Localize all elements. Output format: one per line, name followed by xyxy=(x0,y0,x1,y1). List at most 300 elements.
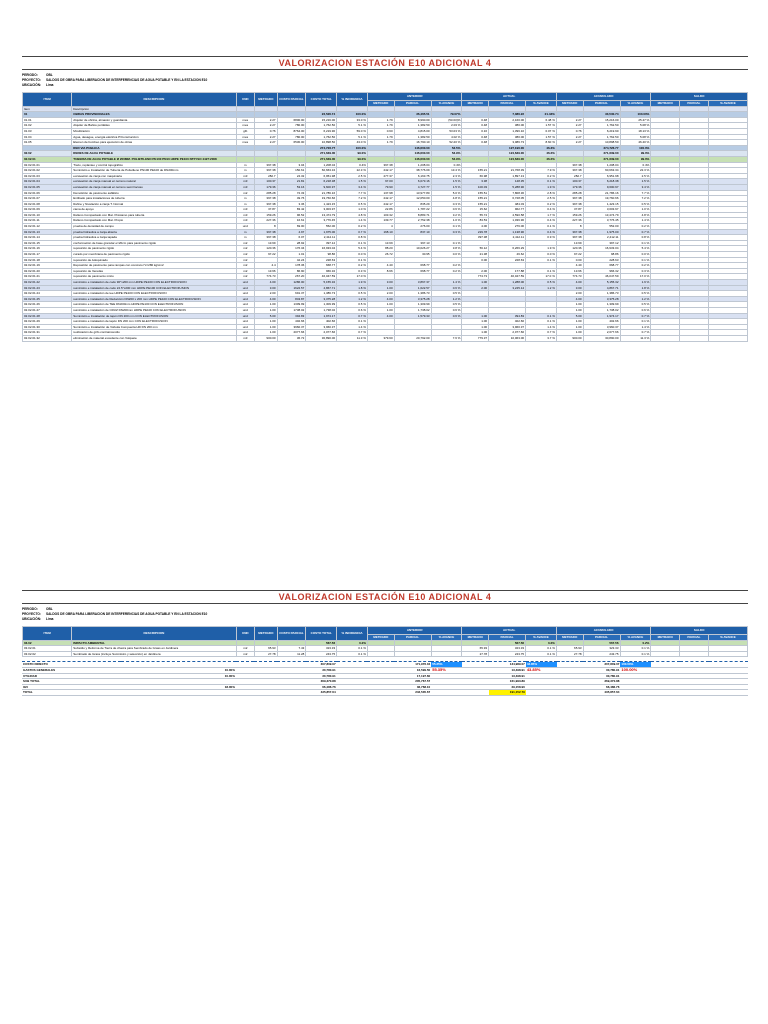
table-cell: 10,898.50 xyxy=(306,140,337,146)
table-cell: 4 xyxy=(367,224,394,230)
table-cell: 1.79 xyxy=(367,123,394,129)
table-row xyxy=(23,335,748,341)
table-cell: 1.5 % xyxy=(431,179,462,185)
total-anterior: 16,599.50 xyxy=(394,667,431,673)
table-cell: excavación de zanja con maquinaria xyxy=(72,173,236,179)
table-cell: 79.07% xyxy=(431,112,462,118)
table-cell: 2,077.66 xyxy=(489,330,526,336)
table-cell: m xyxy=(236,196,254,202)
table-cell: 397.38 xyxy=(556,235,583,241)
table-cell: 4.00 xyxy=(367,296,394,302)
total-acumulado: 307,809.07 xyxy=(583,662,620,668)
sub-avance: % AVANCE xyxy=(526,101,557,107)
table-cell: 1738.02 xyxy=(277,307,306,313)
table-cell: 01.02 xyxy=(23,123,72,129)
table-row xyxy=(23,651,748,657)
table-cell: 0.1 % xyxy=(337,319,368,325)
table-cell: 6,218.38 xyxy=(583,179,620,185)
table-cell: 176.34 xyxy=(277,246,306,252)
table-cell: 3,867.37 xyxy=(394,280,431,286)
table-cell: 66.98 xyxy=(462,173,489,179)
table-cell: 13,977.80 xyxy=(394,190,431,196)
table-cell: und xyxy=(236,313,254,319)
table-cell: 0.48 xyxy=(462,140,489,146)
table-cell: 0.0 % xyxy=(431,252,462,258)
sheet-title: VALORIZACION ESTACIÓN E10 ADICIONAL 4 xyxy=(22,56,748,70)
total-anterior: 242,535.67 xyxy=(394,690,431,696)
table-cell: 0.4% xyxy=(431,162,462,168)
table-cell: 323.33 xyxy=(489,646,526,652)
table-cell: 02.02 xyxy=(23,151,72,157)
table-cell: 0.7 % xyxy=(337,229,368,235)
table-cell: 0.1 % xyxy=(337,651,368,657)
table-cell: reubicación de grifo contraincendio xyxy=(72,330,236,336)
table-cell: 1286.00 xyxy=(277,280,306,286)
table-cell: 02.02.01.05 xyxy=(23,184,72,190)
table-cell: 02.02.01.14 xyxy=(23,235,72,241)
empty-cell xyxy=(367,690,394,696)
table-cell: 397.38 xyxy=(255,162,278,168)
table-cell: 155.21 xyxy=(462,201,489,207)
table-cell: 3.4 % xyxy=(620,184,651,190)
empty-cell xyxy=(254,690,277,696)
sub-metrado: METRADO xyxy=(462,101,489,107)
valorization-table xyxy=(22,92,748,342)
table-cell: 6.07 xyxy=(277,235,306,241)
table-cell: 227.36 xyxy=(556,218,583,224)
table-cell: 4.00 xyxy=(255,296,278,302)
table-cell: 79.90 xyxy=(367,184,394,190)
total-percent: 10.00% xyxy=(121,673,236,679)
table-cell: 10,026.27 xyxy=(394,246,431,252)
table-cell: 2.00 xyxy=(367,291,394,297)
table-cell: 1,208.04 xyxy=(394,162,431,168)
table-cell: 0.3 % xyxy=(431,201,462,207)
table-cell: 83.42 xyxy=(277,207,306,213)
table-cell: 4.00 xyxy=(255,280,278,286)
group-saldo: SALDO xyxy=(651,93,748,101)
table-cell: 46.40 % xyxy=(620,140,651,146)
table-cell: 2.27 xyxy=(255,140,278,146)
table-cell: REDES DE AGUA POTABLE xyxy=(72,151,236,157)
table-cell: 1.5 % xyxy=(337,179,368,185)
table-cell: 01.01 xyxy=(23,117,72,123)
table-cell: 83.53 xyxy=(462,218,489,224)
table-cell: excavación de zanja manual en terreno semirrocoso xyxy=(72,184,236,190)
table-cell: 8764.00 xyxy=(277,128,306,134)
table-cell: 01.03 xyxy=(23,128,72,134)
table-cell: 02.02.01.01 xyxy=(23,162,72,168)
table-cell: 177.88 xyxy=(489,268,526,274)
table-cell: und xyxy=(236,330,254,336)
table-cell: 402.66 xyxy=(489,319,526,325)
table-cell: 7,808.36 xyxy=(489,190,526,196)
sub-parcial: PARCIAL xyxy=(583,101,620,107)
table-cell: 0.1 % xyxy=(431,224,462,230)
table-cell: 3,245.14 xyxy=(489,285,526,291)
table-cell: 53.03 % xyxy=(431,128,462,134)
table-cell: 11.28 xyxy=(277,651,306,657)
table-cell: 4.00 xyxy=(367,313,394,319)
table-cell: 2.5 % xyxy=(620,173,651,179)
col-metrado: METRADO xyxy=(255,627,278,641)
table-cell: 3,086.73 xyxy=(489,140,526,146)
table-cell: suministro e instalación de tapón DN 200 mm CON ELECTROFUSION xyxy=(72,319,236,325)
total-costo: 307,809.07 xyxy=(306,662,337,668)
table-cell: 4,815.00 xyxy=(394,128,431,134)
table-cell: 0.7 % xyxy=(620,229,651,235)
table-cell: 1.2 % xyxy=(337,296,368,302)
table-cell: 13.69 xyxy=(255,240,278,246)
table-cell: 16,933.04 xyxy=(306,246,337,252)
table-cell: m2 xyxy=(236,646,254,652)
empty-cell xyxy=(337,690,368,696)
table-cell: 60,663.34 xyxy=(306,168,337,174)
table-cell: suministro e instalación de tee HDPE PE100 CON ELECTROFUSION xyxy=(72,291,236,297)
table-cell: 26.72 xyxy=(367,252,394,258)
table-cell: 228.63 xyxy=(306,257,337,263)
table-cell: 120.36 xyxy=(255,246,278,252)
table-cell: 2.00 xyxy=(255,291,278,297)
table-cell: 99.0% xyxy=(620,156,651,162)
table-cell: 6,218.38 xyxy=(306,179,337,185)
total-label: IGV xyxy=(22,684,121,690)
table-cell: 0.1 % xyxy=(620,646,651,652)
table-cell: 0.6 % xyxy=(431,207,462,213)
table-cell: 1.9 % xyxy=(337,280,368,286)
table-cell: 8.66 xyxy=(367,268,394,274)
table-cell: 86.90 xyxy=(277,268,306,274)
table-cell: 1.4 % xyxy=(431,280,462,286)
table-cell: 274,726.77 xyxy=(306,145,337,151)
table-cell: m xyxy=(236,235,254,241)
table-cell: 397.38 xyxy=(255,235,278,241)
table-cell: 02.02.01.06 xyxy=(23,190,72,196)
table-cell: 2.3 % xyxy=(431,173,462,179)
table-cell: 7.6 % xyxy=(431,335,462,341)
table-cell: 0.7 % xyxy=(620,330,651,336)
col-incidencia: % INCIDENCIA xyxy=(337,93,368,107)
table-cell: 13.69 xyxy=(367,240,394,246)
col-costo-total: COSTO TOTAL xyxy=(306,93,337,107)
table-cell: 271,639.00 xyxy=(583,151,620,157)
table-cell: 1.00 xyxy=(462,280,489,286)
table-cell: 69.00 xyxy=(277,224,306,230)
table-cell xyxy=(431,651,462,657)
meta-value: OBL xyxy=(46,607,53,611)
table-cell: Item xyxy=(23,106,72,112)
table-cell: reposición de pavimento mixto xyxy=(72,274,236,280)
table-cell: 1.7 % xyxy=(526,212,557,218)
col-metrado: METRADO xyxy=(255,93,278,107)
total-label: COSTO DIRECTO xyxy=(22,662,121,668)
table-cell: m xyxy=(236,201,254,207)
table-cell xyxy=(651,335,680,341)
table-cell: 1,738.02 xyxy=(583,307,620,313)
sub-parcial: PARCIAL xyxy=(394,635,431,641)
table-cell: 1.0 % xyxy=(620,207,651,213)
table-cell: 0.4 % xyxy=(526,218,557,224)
table-cell: m3 xyxy=(236,335,254,341)
table-cell: 2.03 % xyxy=(431,123,462,129)
table-cell: 1,423.15 xyxy=(583,201,620,207)
table-cell: 6,266.29 xyxy=(489,246,526,252)
table-cell: Alquiler de Baños portátiles xyxy=(72,123,236,129)
table-cell: 4,727.77 xyxy=(394,184,431,190)
table-cell: m3 xyxy=(236,207,254,213)
table-cell: 100.03 xyxy=(462,184,489,190)
table-cell: 1.00 xyxy=(462,330,489,336)
table-cell: 12,050.00 xyxy=(394,196,431,202)
total-costo: 30,780.91 xyxy=(306,673,337,679)
table-cell: excavación de zanja manual en terreno natural xyxy=(72,179,236,185)
table-cell: 01 xyxy=(23,112,72,118)
table-cell: 962.77 xyxy=(489,207,526,213)
table-cell: 2.00 xyxy=(556,291,583,297)
table-cell: 18.13 % xyxy=(620,128,651,134)
table-cell: 46,047.59 xyxy=(489,274,526,280)
table-cell: 16,933.04 xyxy=(583,246,620,252)
table-cell: 25.47 % xyxy=(620,117,651,123)
table-cell: 1.00 xyxy=(367,285,394,291)
table-cell: 0.5 % xyxy=(431,302,462,308)
table-cell: 01.04 xyxy=(23,134,72,140)
meta-value: SALDOS DE OBRA PARA LIBERACION DE INTERFERENCIAS DE AGUA POTABLE Y EN LA ESTACION E10 xyxy=(46,78,208,82)
table-cell: 6,219.90 xyxy=(583,128,620,134)
table-cell: 30,890.00 xyxy=(306,335,337,341)
table-cell: 146,600.00 xyxy=(394,156,431,162)
table-cell: 02.02.01.10 xyxy=(23,212,72,218)
table-cell: 2.27 xyxy=(255,134,278,140)
col-item: ITEM xyxy=(23,93,72,107)
table-cell: m xyxy=(236,162,254,168)
table-cell: 03.02.01 xyxy=(23,646,72,652)
table-cell: 155.51 xyxy=(462,190,489,196)
table-cell: 46.62 xyxy=(489,252,526,258)
table-cell: 1,975.00 xyxy=(583,229,620,235)
table-cell: 7.9 % xyxy=(526,168,557,174)
table-cell: 10,898.50 xyxy=(583,140,620,146)
sub-metrado: METRADO xyxy=(651,101,680,107)
table-cell: 4.4 xyxy=(255,263,278,269)
total-actual: 191,152.79 xyxy=(489,690,526,696)
table-cell: 97.22 xyxy=(255,252,278,258)
table-cell: 03.02.02 xyxy=(23,651,72,657)
table-cell: 2.8 % xyxy=(526,190,557,196)
table-cell: 4,867.71 xyxy=(306,285,337,291)
table-cell: 1.00 xyxy=(255,319,278,325)
table-cell: 28.92 xyxy=(277,240,306,246)
table-cell: 53.9% xyxy=(431,151,462,157)
empty-cell xyxy=(680,690,709,696)
table-cell: (53.03)% xyxy=(431,117,462,123)
empty-cell xyxy=(277,690,306,696)
total-actual-pct xyxy=(526,690,557,696)
col-costo-total: COSTO TOTAL xyxy=(306,627,337,641)
table-cell: 8 xyxy=(556,224,583,230)
table-cell: 0.76 xyxy=(556,128,583,134)
table-cell: mes xyxy=(236,140,254,146)
table-cell: 16,790.10 xyxy=(394,140,431,146)
col-und: UND xyxy=(236,93,254,107)
table-cell: 397.38 xyxy=(255,168,278,174)
table-cell: 27.78 xyxy=(556,651,583,657)
sheet-title: VALORIZACION ESTACIÓN E10 ADICIONAL 4 xyxy=(22,590,748,604)
table-cell: Alquiler de oficina, almacén y guardianía xyxy=(72,117,236,123)
table-cell: 03.02 xyxy=(23,640,72,646)
table-cell: m2 xyxy=(236,651,254,657)
table-cell: 02.02.01.07 xyxy=(23,196,72,202)
total-acumulado: 66,486.76 xyxy=(583,684,620,690)
table-cell: 46.2% xyxy=(526,156,557,162)
table-cell: 552.00 xyxy=(306,224,337,230)
table-cell: 4.8 % xyxy=(620,212,651,218)
table-cell: 3,003.97 xyxy=(583,207,620,213)
table-cell: suministro e instalación de CRUZ DN200mm HDPE PE100 CON ELECTROFUSION xyxy=(72,307,236,313)
table-cell: Demolición de pavimento asfáltico xyxy=(72,190,236,196)
table-cell: 242.17 xyxy=(367,196,394,202)
sub-metrado: METRADO xyxy=(651,635,680,641)
table-cell: 8,990.00 xyxy=(394,117,431,123)
table-cell: 60,663.34 xyxy=(583,168,620,174)
table-cell: 30,890.00 xyxy=(583,335,620,341)
table-cell: 5.00 xyxy=(556,313,583,319)
table-cell: 0.0 % xyxy=(526,252,557,258)
table-cell: cama de apoyo xyxy=(72,207,236,213)
table-cell: 4.8 % xyxy=(337,212,368,218)
table-cell: 6530.00 xyxy=(277,140,306,146)
table-cell: 7.7 % xyxy=(337,190,368,196)
table-cell: 159.26 xyxy=(255,212,278,218)
table-cell: 1.00 xyxy=(556,302,583,308)
table-cell: 0.6 % xyxy=(431,285,462,291)
table-cell: 397.38 xyxy=(556,168,583,174)
table-cell: 27.78 xyxy=(462,651,489,657)
table-cell: 1.8 % xyxy=(337,285,368,291)
table-cell: 8 xyxy=(255,224,278,230)
table-cell: 02.02.01.02 xyxy=(23,168,72,174)
table-cell: 0.4% xyxy=(337,162,368,168)
table-cell: 3.00 xyxy=(367,280,394,286)
table-cell: 13,474.79 xyxy=(583,212,620,218)
table-cell: suministro e instalación de codo 90°x200 mm HDPE PE100 CON ELECTROFUSION xyxy=(72,280,236,286)
table-cell: 15.62 xyxy=(462,207,489,213)
table-cell: 124,639.00 xyxy=(489,156,526,162)
table-cell: und xyxy=(236,280,254,286)
table-cell: TUBERIA DE AGUA POTABLE Ø 200MM. POLIETILENO PE100 PN10 HDPE PE100 NTP ISO 4427:2008 xyxy=(72,156,236,162)
table-cell: 1.00 xyxy=(255,307,278,313)
table-cell: 780.00 xyxy=(277,123,306,129)
table-cell: 5.0 % xyxy=(431,190,462,196)
group-anterior: ANTERIOR xyxy=(367,627,461,635)
table-cell: conformación de base granular e=20cm para pavimento rígido xyxy=(72,240,236,246)
table-cell: 1.57 % xyxy=(526,123,557,129)
total-anterior-pct: 55.35% xyxy=(431,667,462,673)
table-cell: Movilización xyxy=(72,128,236,134)
table-cell xyxy=(367,651,394,657)
sub-parcial: PARCIAL xyxy=(489,635,526,641)
table-cell: 4.00 xyxy=(556,296,583,302)
table-cell: 17.0 % xyxy=(337,274,368,280)
table-cell: 3.00 xyxy=(556,285,583,291)
table-cell: 1,974.17 xyxy=(306,313,337,319)
table-cell: 3,375.28 xyxy=(394,296,431,302)
table-cell: 17.0 % xyxy=(526,274,557,280)
table-cell: 0.5 % xyxy=(337,302,368,308)
table-cell: 835.29 xyxy=(394,201,431,207)
table-cell: m2 xyxy=(236,252,254,258)
table-cell: 282.7 xyxy=(255,173,278,179)
valorization-table-2 xyxy=(22,626,748,657)
group-saldo: SALDO xyxy=(651,627,748,635)
table-cell: 24.32 xyxy=(277,173,306,179)
table-cell: 1.00 xyxy=(367,307,394,313)
project-meta xyxy=(22,73,748,88)
total-label: SUB TOTAL xyxy=(22,679,121,685)
table-cell: 13.4 % xyxy=(431,168,462,174)
table-cell: 1.57 % xyxy=(526,134,557,140)
table-cell: 5.4 % xyxy=(620,246,651,252)
table-cell: 02.02.01.23 xyxy=(23,285,72,291)
total-actual: 13,498.91 xyxy=(489,667,526,673)
meta-value: OBL xyxy=(46,73,53,77)
table-cell: 56.12 xyxy=(462,246,489,252)
table-cell: 8,883.71 xyxy=(394,212,431,218)
table-cell: m3 xyxy=(236,184,254,190)
table-cell: 0.5 % xyxy=(431,291,462,297)
table-cell: 1309.99 xyxy=(277,302,306,308)
table-cell: 02.02.01.03 xyxy=(23,173,72,179)
table-cell: 552.00 xyxy=(583,224,620,230)
table-cell: 2.5 % xyxy=(337,173,368,179)
table-cell: 3.38 xyxy=(462,179,489,185)
table-cell: m2 xyxy=(236,257,254,263)
table-cell: reposición de pavimento rígido xyxy=(72,246,236,252)
table-cell: 2,077.66 xyxy=(306,330,337,336)
table-cell: und xyxy=(236,302,254,308)
table-cell: 7,086.22 xyxy=(489,112,526,118)
table-cell: 20,792.00 xyxy=(394,335,431,341)
table-cell: 228.63 xyxy=(489,257,526,263)
table-cell: 3,375.28 xyxy=(306,296,337,302)
table-cell: 2.00 xyxy=(462,268,489,274)
table-cell: 0.0 % xyxy=(620,252,651,258)
table-cell: 5.00 xyxy=(255,313,278,319)
table-cell: 53.16 xyxy=(277,184,306,190)
table-cell: 668.77 xyxy=(394,268,431,274)
table-cell: 0.1 % xyxy=(526,179,557,185)
table-cell: 1.4 % xyxy=(620,218,651,224)
table-cell: 02.02.01 xyxy=(23,156,72,162)
total-anterior: 17,197.60 xyxy=(394,673,431,679)
table-cell: 323.33 xyxy=(306,646,337,652)
table-cell: suministro e instalación de codo 22.5°x200 mm HDPE PE100 CON ELECTROFUSION xyxy=(72,285,236,291)
group-actual: ACTUAL xyxy=(462,93,556,101)
table-cell: mes xyxy=(236,117,254,123)
table-cell: 3,960.37 xyxy=(583,324,620,330)
table-cell: 2.27 xyxy=(556,134,583,140)
table-cell: 0.1 % xyxy=(526,224,557,230)
total-percent xyxy=(121,690,236,696)
table-cell: 774.73 xyxy=(462,274,489,280)
table-cell: 274,726.77 xyxy=(583,145,620,151)
table-cell: 1,622.57 xyxy=(394,285,431,291)
table-cell: 1,386.73 xyxy=(583,291,620,297)
table-cell: 0.76 xyxy=(255,128,278,134)
table-cell: 3,776.45 xyxy=(583,218,620,224)
table-cell: 02.02.01.22 xyxy=(23,280,72,286)
table-cell: 53.5% xyxy=(431,145,462,151)
